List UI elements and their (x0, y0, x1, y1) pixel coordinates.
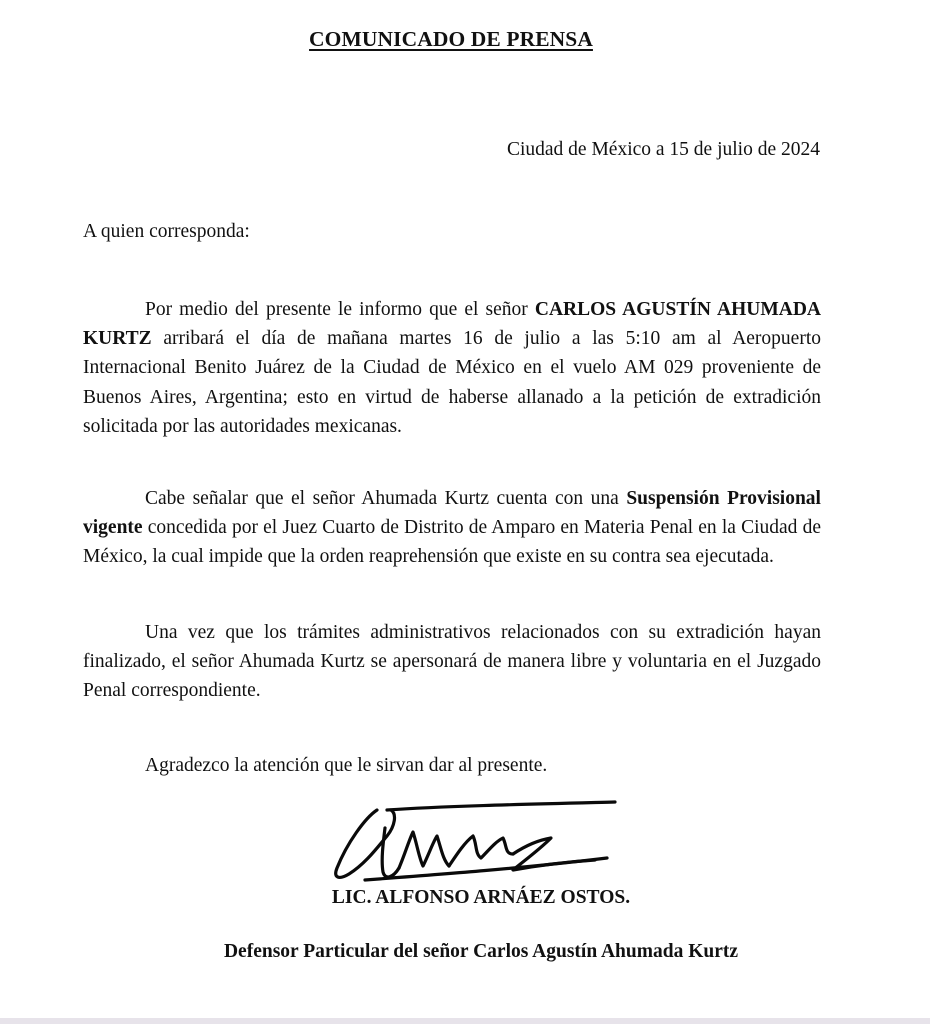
signer-name: LIC. ALFONSO ARNÁEZ OSTOS. (331, 887, 631, 908)
closing-line: Agradezco la atención que le sirvan dar al presente. (145, 755, 548, 776)
paragraph-3: Una vez que los trámites administrativos relacionados con su extradición hayan finalizado, el señor Ahumada Kurtz se apersonará de manera libre y voluntaria en el Juzgado Penal correspondiente. (83, 622, 821, 702)
paragraph-2-text-b: concedida por el Juez Cuarto de Distrito de Amparo en Materia Penal en la Ciudad de México, la cual impide que la orden reaprehensión que existe en su contra sea ejecutada. (83, 517, 821, 568)
signer-role: Defensor Particular del señor Carlos Agustín Ahumada Kurtz (223, 941, 739, 962)
document-title: COMUNICADO DE PRENSA (309, 27, 593, 51)
paragraph-2-text-a: Cabe señalar que el señor Ahumada Kurtz cuenta con una (145, 488, 627, 509)
client-name-bold: CARLOS AGUSTÍN AHUMADA KURTZ (83, 299, 822, 350)
salutation: A quien corresponda: (83, 221, 250, 242)
paragraph-1-text-a: Por medio del presente le informo que el señor (145, 299, 535, 320)
suspension-bold: Suspensión Provisional vigente (83, 488, 821, 539)
bottom-edge-strip (0, 1018, 930, 1024)
handwritten-signature (325, 788, 625, 898)
dateline: Ciudad de México a 15 de julio de 2024 (506, 139, 820, 160)
paragraph-1-text-b: arribará el día de mañana martes 16 de julio a las 5:10 am al Aeropuerto Internacional Benito Juárez de la Ciudad de México en el vuelo AM 029 proveniente de Buenos Aires, Argentina; esto en virtud de haberse allanado a la petición de extradición solicitada por las autoridades mexicanas. (83, 328, 821, 437)
paragraph-2 (83, 484, 821, 572)
paragraph-1 (83, 295, 821, 441)
